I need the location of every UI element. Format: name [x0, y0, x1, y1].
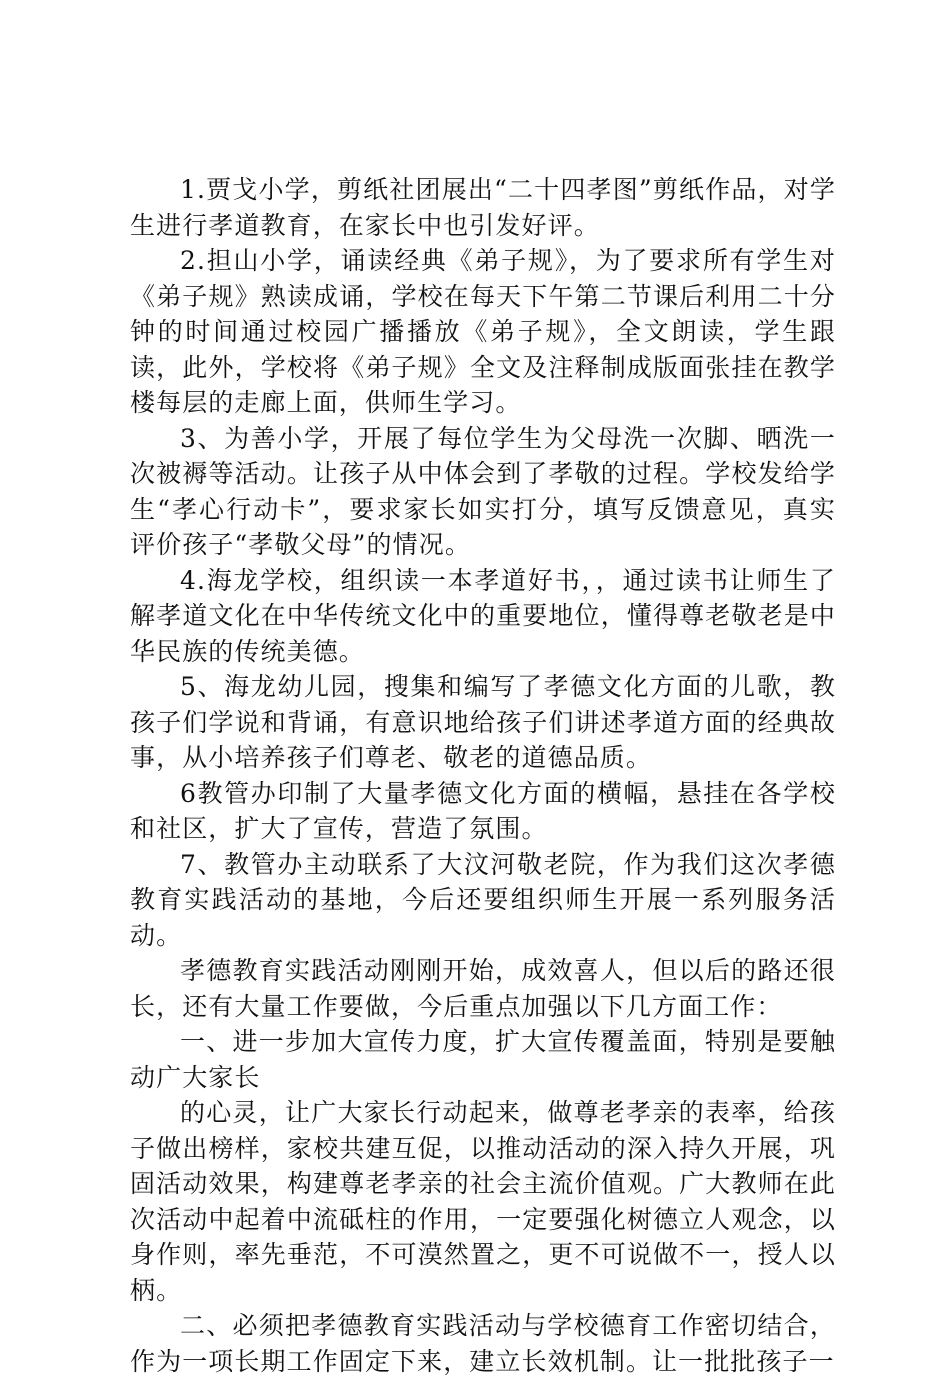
paragraph-7: 7、教管办主动联系了大汶河敬老院，作为我们这次孝德教育实践活动的基地，今后还要组织师生开展一系列服务活动。	[130, 849, 836, 950]
paragraph-point-one-continued: 的心灵，让广大家长行动起来，做尊老孝亲的表率，给孩子做出榜样，家校共建互促，以推动活动的深入持久开展，巩固活动效果，构建尊老孝亲的社会主流价值观。广大教师在此次活动中起着中流砥柱的作用，一定要强化树德立人观念，以身作则，率先垂范，不可漠然置之，更不可说做不一，授人以柄。	[130, 1098, 836, 1305]
paragraph-point-two: 二、必须把孝德教育实践活动与学校德育工作密切结合，作为一项长期工作固定下来，建立长效机制。让一批批孩子一	[130, 1311, 836, 1376]
paragraph-summary: 孝德教育实践活动刚刚开始，成效喜人，但以后的路还很长，还有大量工作要做，今后重点加强以下几方面工作：	[130, 956, 836, 1021]
paragraph-3: 3、为善小学，开展了每位学生为父母洗一次脚、晒洗一次被褥等活动。让孩子从中体会到了孝敬的过程。学校发给学生“孝心行动卡”，要求家长如实打分，填写反馈意见，真实评价孩子“孝敬父母”的情况。	[130, 423, 836, 559]
paragraph-1: 1.贾戈小学，剪纸社团展出“二十四孝图”剪纸作品，对学生进行孝道教育，在家长中也引发好评。	[130, 175, 836, 240]
paragraph-point-one: 一、进一步加大宣传力度，扩大宣传覆盖面，特别是要触动广大家长	[130, 1027, 836, 1092]
paragraph-6: 6教管办印制了大量孝德文化方面的横幅，悬挂在各学校和社区，扩大了宣传，营造了氛围。	[130, 778, 836, 843]
paragraph-4: 4.海龙学校，组织读一本孝道好书，，通过读书让师生了解孝道文化在中华传统文化中的重要地位，懂得尊老敬老是中华民族的传统美德。	[130, 565, 836, 666]
paragraph-5: 5、海龙幼儿园，搜集和编写了孝德文化方面的儿歌，教孩子们学说和背诵，有意识地给孩子们讲述孝道方面的经典故事，从小培养孩子们尊老、敬老的道德品质。	[130, 672, 836, 772]
paragraph-2: 2.担山小学，诵读经典《弟子规》，为了要求所有学生对《弟子规》熟读成诵，学校在每天下午第二节课后利用二十分钟的时间通过校园广播播放《弟子规》，全文朗读，学生跟读，此外，学校将《弟子规》全文及注释制成版面张挂在教学楼每层的走廊上面，供师生学习。	[130, 246, 836, 417]
document-body	[130, 172, 836, 1379]
